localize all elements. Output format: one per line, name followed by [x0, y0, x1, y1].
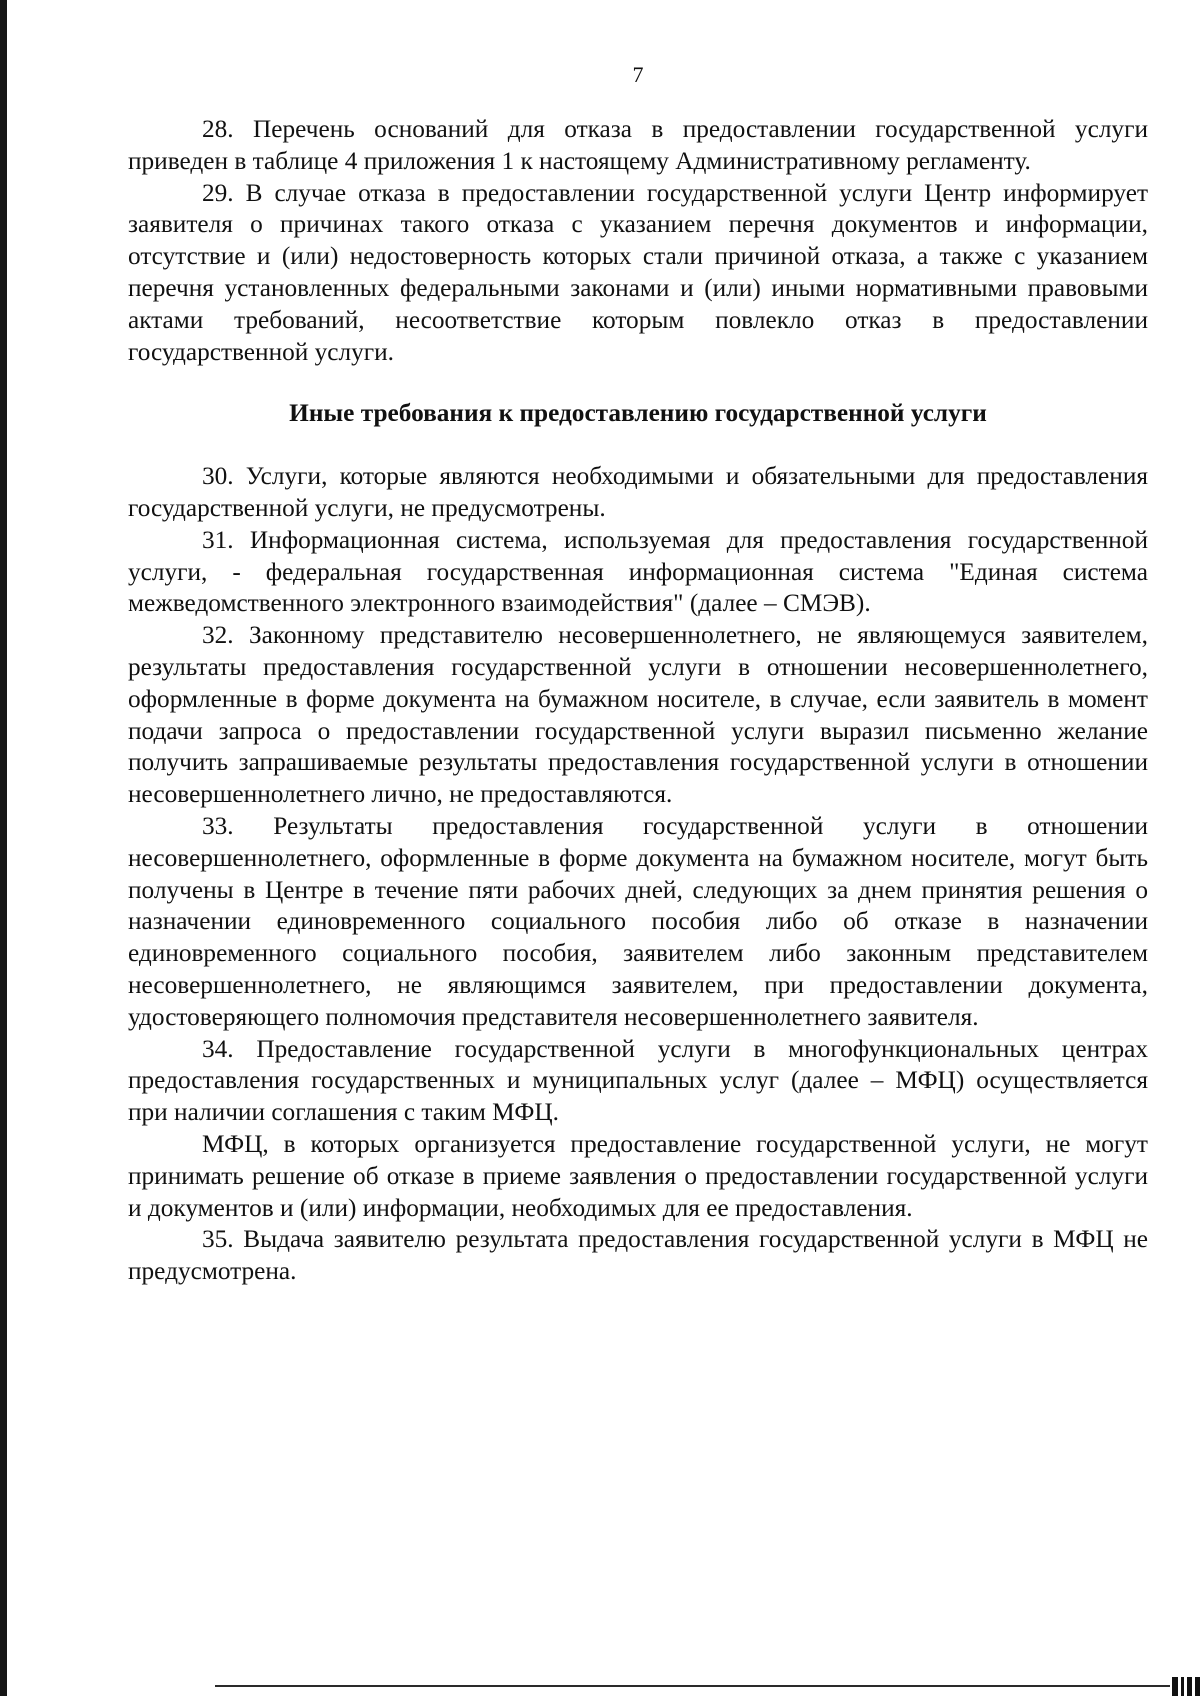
paragraph-33: 33. Результаты предоставления государственной услуги в отношении несовершеннолетнего, оформленные в форме документа на бумажном носителе, могут быть получены в Центре в течение пяти рабочих дней, следующих за днем принятия решения о назначении единовременного социального пособия либо об отказе в назначении единовременного социального пособия, заявителем либо законным представителем несовершеннолетнего, не являющимся заявителем, при предоставлении документа, удостоверяющего полномочия представителя несовершеннолетнего заявителя. — [128, 811, 1148, 1031]
paragraph-35: 35. Выдача заявителю результата предоставления государственной услуги в МФЦ не предусмотрена. — [128, 1225, 1148, 1286]
paragraph-mfc: МФЦ, в которых организуется предоставление государственной услуги, не могут принимать решение об отказе в приеме заявления о предоставлении государственной услуги и документов и (или) информации, необходимых для ее предоставления. — [128, 1129, 1148, 1222]
paragraph-29: 29. В случае отказа в предоставлении государственной услуги Центр информирует заявителя о причинах такого отказа с указанием перечня документов и информации, отсутствие и (или) недостоверность которых стали причиной отказа, а также с указанием перечня установленных федеральными законами и (или) иными нормативными правовыми актами требований, несоответствие которым повлекло отказ в предоставлении государственной услуги. — [128, 178, 1148, 366]
paragraph-32: 32. Законному представителю несовершеннолетнего, не являющемуся заявителем, результаты предоставления государственной услуги в отношении несовершеннолетнего, оформленные в форме документа на бумажном носителе, в случае, если заявитель в момент подачи запроса о предоставлении государственной услуги выразил письменно желание получить запрашиваемые результаты предоставления государственной услуги в отношении несовершеннолетнего лично, не предоставляются. — [128, 621, 1148, 809]
scan-left-border — [0, 0, 7, 1696]
document-body — [128, 114, 1148, 1288]
paragraph-31: 31. Информационная система, используемая для предоставления государственной услуги, - федеральная государственная информационная система "Единая система межведомственного электронного взаимодействия" (далее – СМЭВ). — [128, 525, 1148, 618]
scan-bottom-line — [215, 1685, 1170, 1687]
section-heading: Иные требования к предоставлению государственной услуги — [289, 399, 987, 428]
page-number: 7 — [632, 62, 644, 87]
scan-bottom-marks — [1172, 1677, 1200, 1696]
paragraph-34: 34. Предоставление государственной услуги в многофункциональных центрах предоставления государственных и муниципальных услуг (далее – МФЦ) осуществляется при наличии соглашения с таким МФЦ. — [128, 1034, 1148, 1127]
paragraph-30: 30. Услуги, которые являются необходимыми и обязательными для предоставления государственной услуги, не предусмотрены. — [128, 462, 1148, 522]
paragraph-28: 28. Перечень оснований для отказа в предоставлении государственной услуги приведен в таблице 4 приложения 1 к настоящему Административному регламенту. — [128, 115, 1148, 175]
